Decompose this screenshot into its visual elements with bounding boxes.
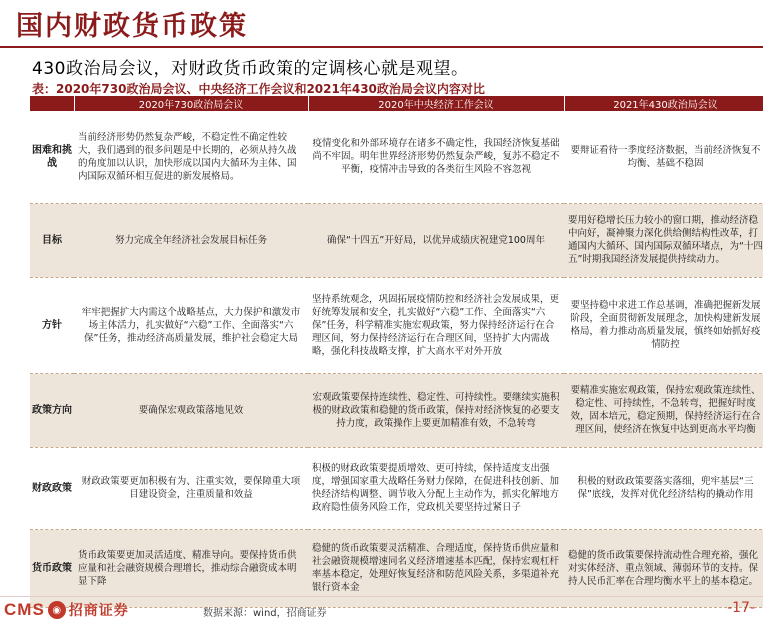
column-header xyxy=(30,96,74,111)
row-header: 财政政策 xyxy=(30,447,74,529)
table-cell: 牢牢把握扩大内需这个战略基点，大力保护和激发市场主体活力，扎实做好“六稳”工作、全面落实“六保”任务，推动经济高质量发展，维护社会稳定大局 xyxy=(74,277,308,373)
table-cell: 货币政策要更加灵活适度、精准导向。要保持货币供应量和社会融资规模合理增长，推动综合融资成本明显下降 xyxy=(74,529,308,607)
logo-cms-text: CMS xyxy=(4,600,45,619)
table-cell: 确保“十四五”开好局，以优异成绩庆祝建党100周年 xyxy=(308,203,564,277)
table-cell: 积极的财政政策要提质增效、更可持续，保持适度支出强度，增强国家重大战略任务财力保障，在促进科技创新、加快经济结构调整、调节收入分配上主动作为，抓实化解地方政府隐性债务风险工作，党政机关要坚持过紧日子 xyxy=(308,447,564,529)
table-row xyxy=(30,277,763,373)
table-cell: 努力完成全年经济社会发展目标任务 xyxy=(74,203,308,277)
table-cell: 坚持系统观念，巩固拓展疫情防控和经济社会发展成果，更好统筹发展和安全，扎实做好“六稳”工作、全面落实“六保”任务，科学精准实施宏观政策，努力保持经济运行在合理区间，努力保持经济运行在合理区间，坚持扩大内需战略，强化科技战略支撑，扩大高水平对外开放 xyxy=(308,277,564,373)
table-row xyxy=(30,447,763,529)
data-source: 数据来源：wind，招商证券 xyxy=(203,608,327,619)
table-cell: 要确保宏观政策落地见效 xyxy=(74,373,308,447)
row-header: 目标 xyxy=(30,203,74,277)
table-cell: 积极的财政政策要落实落细，兜牢基层“三保”底线，发挥对优化经济结构的撬动作用 xyxy=(564,447,763,529)
logo-badge-icon: ◉ xyxy=(48,601,66,619)
title-bar xyxy=(0,0,763,48)
table-cell: 当前经济形势仍然复杂严峻，不稳定性不确定性较大，我们遇到的很多问题是中长期的，必须从持久战的角度加以认识，加快形成以国内大循环为主体、国内国际双循环相互促进的新发展格局。 xyxy=(74,111,308,203)
table-cell: 稳健的货币政策要灵活精准、合理适度，保持货币供应量和社会融资规模增速同名义经济增速基本匹配，保持宏观杠杆率基本稳定，处理好恢复经济和防范风险关系，多渠道补充银行资本金 xyxy=(308,529,564,607)
table-header-row xyxy=(30,96,763,111)
row-header: 政策方向 xyxy=(30,373,74,447)
footer-divider xyxy=(0,596,763,597)
table-cell: 要坚持稳中求进工作总基调，准确把握新发展阶段，全面贯彻新发展理念，加快构建新发展格局，着力推动高质量发展，慎终如始抓好疫情防控 xyxy=(564,277,763,373)
table-cell: 疫情变化和外部环境存在诸多不确定性，我国经济恢复基础尚不牢固。明年世界经济形势仍然复杂严峻，复苏不稳定不平衡，疫情冲击导致的各类衍生风险不容忽视 xyxy=(308,111,564,203)
headline: 430政治局会议，对财政货币政策的定调核心就是观望。 xyxy=(32,59,469,79)
column-header: 2021年430政治局会议 xyxy=(564,96,763,111)
table-row xyxy=(30,203,763,277)
row-header: 困难和挑战 xyxy=(30,111,74,203)
table-cell: 要辩证看待一季度经济数据，当前经济恢复不均衡、基础不稳固 xyxy=(564,111,763,203)
comparison-table xyxy=(30,96,763,608)
row-header: 货币政策 xyxy=(30,529,74,607)
table-caption: 表：2020年730政治局会议、中央经济工作会议和2021年430政治局会议内容对比 xyxy=(32,82,485,96)
column-header: 2020年730政治局会议 xyxy=(74,96,308,111)
table-cell: 要精准实施宏观政策，保持宏观政策连续性、稳定性、可持续性，不急转弯，把握好时度效，固本培元，稳定预期，保持经济运行在合理区间，使经济在恢复中达到更高水平均衡 xyxy=(564,373,763,447)
page-number: -17- xyxy=(727,600,755,616)
company-logo xyxy=(4,599,129,621)
table-cell: 财政政策要更加积极有为、注重实效，要保障重大项目建设资金，注重质量和效益 xyxy=(74,447,308,529)
column-header: 2020年中央经济工作会议 xyxy=(308,96,564,111)
table-row xyxy=(30,111,763,203)
row-header: 方针 xyxy=(30,277,74,373)
logo-company-name: 招商证券 xyxy=(68,603,129,619)
table-cell: 宏观政策要保持连续性、稳定性、可持续性。要继续实施积极的财政政策和稳健的货币政策，保持对经济恢复的必要支持力度，政策操作上要更加精准有效，不急转弯 xyxy=(308,373,564,447)
table-row xyxy=(30,373,763,447)
table-cell: 要用好稳增长压力较小的窗口期，推动经济稳中向好，凝神聚力深化供给侧结构性改革，打通国内大循环、国内国际双循环堵点，为“十四五”时期我国经济发展提供持续动力。 xyxy=(564,203,763,277)
table-cell: 稳健的货币政策要保持流动性合理充裕，强化对实体经济、重点领域、薄弱环节的支持。保持人民币汇率在合理均衡水平上的基本稳定。 xyxy=(564,529,763,607)
page-title: 国内财政货币政策 xyxy=(16,11,248,42)
